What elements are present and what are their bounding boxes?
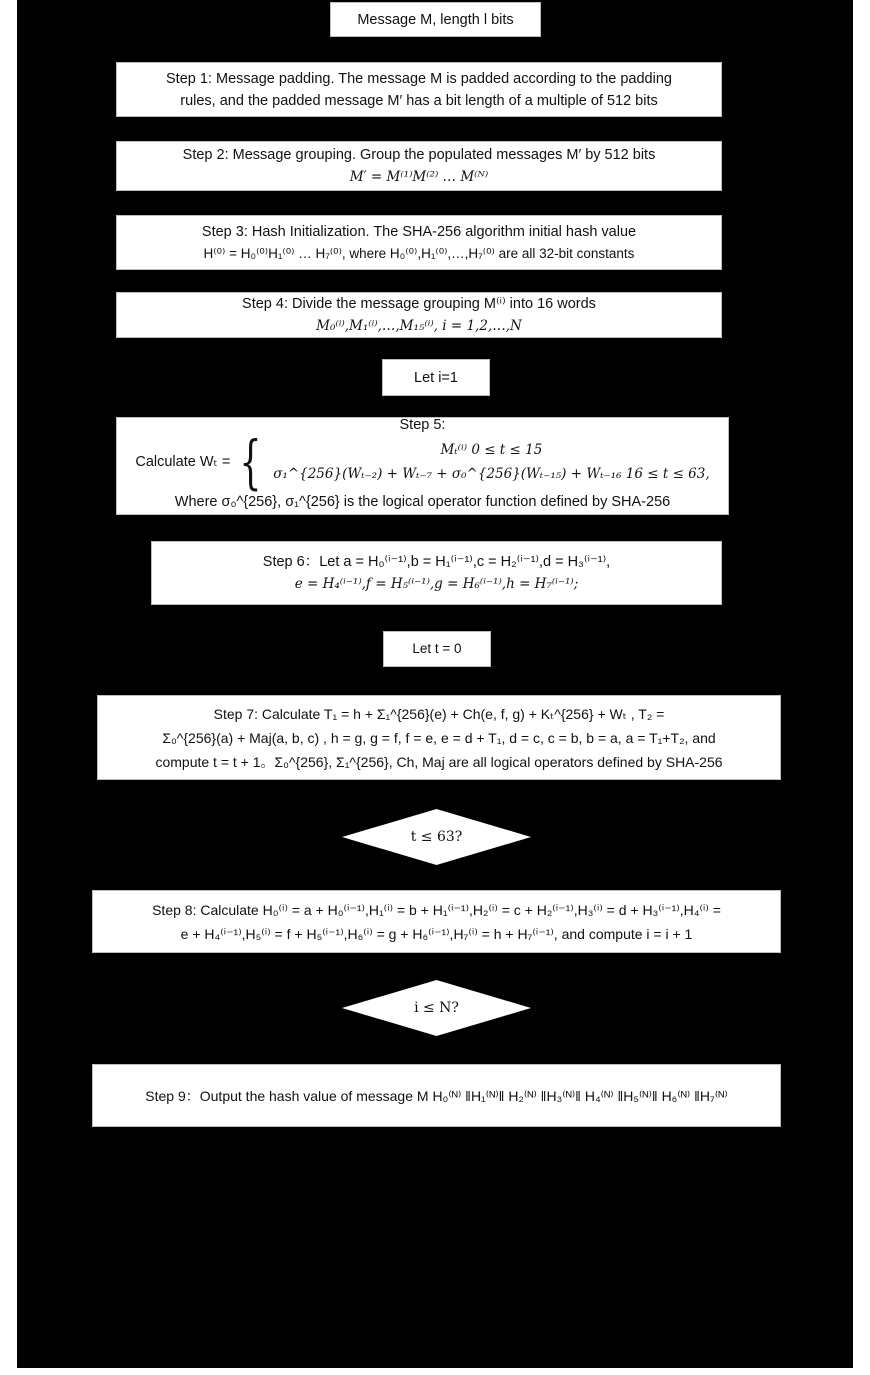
step-5-footer: Where σ₀^{256}, σ₁^{256} is the logical operator function defined by SHA-256 <box>174 494 671 510</box>
decision-t-loop <box>342 809 531 865</box>
step-7-line-2: Σ₀^{256}(a) + Maj(a, b, c) , h = g, g = f, f = e, e = d + T₁, d = c, c = b, b = a, a = T₁+T₂, and <box>162 729 716 746</box>
step-9-box <box>92 1064 781 1127</box>
diagram-canvas <box>17 0 853 1368</box>
init-i-box <box>382 359 490 396</box>
step-1-box <box>116 62 722 117</box>
step-5-title: Step 5: <box>399 417 446 433</box>
init-t-label: Let t = 0 <box>412 641 462 656</box>
decision-i-loop <box>342 980 531 1036</box>
left-brace-icon: { <box>239 428 262 496</box>
step-5-equation <box>135 428 710 496</box>
step-6-line-2: e = H₄⁽ⁱ⁻¹⁾,f = H₅⁽ⁱ⁻¹⁾,g = H₆⁽ⁱ⁻¹⁾,h = H₇⁽ⁱ⁻¹⁾; <box>294 576 579 592</box>
start-node <box>330 2 541 37</box>
step-4-formula: M₀⁽ⁱ⁾,M₁⁽ⁱ⁾,…,M₁₅⁽ⁱ⁾, i = 1,2,…,N <box>316 318 522 334</box>
step-1-line-1: Step 1: Message padding. The message M is padded according to the padding <box>166 70 672 87</box>
step-2-box <box>116 141 722 191</box>
step-6-box <box>151 541 722 605</box>
step-5-cases <box>273 438 709 486</box>
decision-i-label: i ≤ N? <box>414 1000 459 1016</box>
step-9-line-1: Step 9：Output the hash value of message M H₀⁽ᴺ⁾ ‖H₁⁽ᴺ⁾‖ H₂⁽ᴺ⁾ ‖H₃⁽ᴺ⁾‖ H₄⁽ᴺ⁾ ‖H₅⁽ᴺ⁾‖ H₆⁽ᴺ⁾ ‖H₇⁽ᴺ⁾ <box>145 1087 728 1104</box>
step-5-case-2: σ₁^{256}(Wₜ₋₂) + Wₜ₋₇ + σ₀^{256}(Wₜ₋₁₅) + Wₜ₋₁₆ 16 ≤ t ≤ 63, <box>273 466 710 482</box>
step-3-line-1: Step 3: Hash Initialization. The SHA-256 algorithm initial hash value <box>201 223 637 240</box>
step-2-formula: M′ = M⁽¹⁾M⁽²⁾ … M⁽ᴺ⁾ <box>349 169 489 185</box>
decision-t-label: t ≤ 63? <box>410 829 463 845</box>
step-7-box <box>97 695 781 780</box>
init-t-box <box>383 631 491 667</box>
step-3-box <box>116 215 722 270</box>
step-7-line-3: compute t = t + 1。Σ₀^{256}, Σ₁^{256}, Ch, Maj are all logical operators defined by SHA-256 <box>155 753 723 770</box>
init-i-label: Let i=1 <box>414 369 458 386</box>
step-8-line-1: Step 8: Calculate H₀⁽ⁱ⁾ = a + H₀⁽ⁱ⁻¹⁾,H₁⁽ⁱ⁾ = b + H₁⁽ⁱ⁻¹⁾,H₂⁽ⁱ⁾ = c + H₂⁽ⁱ⁻¹⁾,H₃⁽ⁱ⁾ = d + H₃⁽ⁱ⁻¹⁾,H₄⁽ⁱ⁾ = <box>152 901 721 918</box>
step-8-box <box>92 890 781 953</box>
step-5-case-1: Mₜ⁽ⁱ⁾ 0 ≤ t ≤ 15 <box>440 442 543 458</box>
step-4-line-1: Step 4: Divide the message grouping M⁽ⁱ⁾ into 16 words <box>242 296 596 312</box>
step-6-line-1: Step 6：Let a = H₀⁽ⁱ⁻¹⁾,b = H₁⁽ⁱ⁻¹⁾,c = H₂⁽ⁱ⁻¹⁾,d = H₃⁽ⁱ⁻¹⁾, <box>262 554 611 570</box>
start-label: Message M, length l bits <box>357 11 514 28</box>
step-5-box <box>116 417 729 515</box>
step-2-line-1: Step 2: Message grouping. Group the populated messages M′ by 512 bits <box>182 147 656 163</box>
step-8-line-2: e + H₄⁽ⁱ⁻¹⁾,H₅⁽ⁱ⁾ = f + H₅⁽ⁱ⁻¹⁾,H₆⁽ⁱ⁾ = g + H₆⁽ⁱ⁻¹⁾,H₇⁽ⁱ⁾ = h + H₇⁽ⁱ⁻¹⁾, and compute i = i + 1 <box>180 925 693 942</box>
step-4-box <box>116 292 722 338</box>
step-7-line-1: Step 7: Calculate T₁ = h + Σ₁^{256}(e) + Ch(e, f, g) + Kₜ^{256} + Wₜ , T₂ = <box>213 705 665 722</box>
step-5-prefix: Calculate Wₜ = <box>135 454 231 470</box>
step-1-line-2: rules, and the padded message M′ has a bit length of a multiple of 512 bits <box>180 92 658 109</box>
step-3-formula: H⁽⁰⁾ = H₀⁽⁰⁾H₁⁽⁰⁾ … H₇⁽⁰⁾, where H₀⁽⁰⁾,H₁⁽⁰⁾,…,H₇⁽⁰⁾ are all 32-bit constants <box>203 245 635 261</box>
